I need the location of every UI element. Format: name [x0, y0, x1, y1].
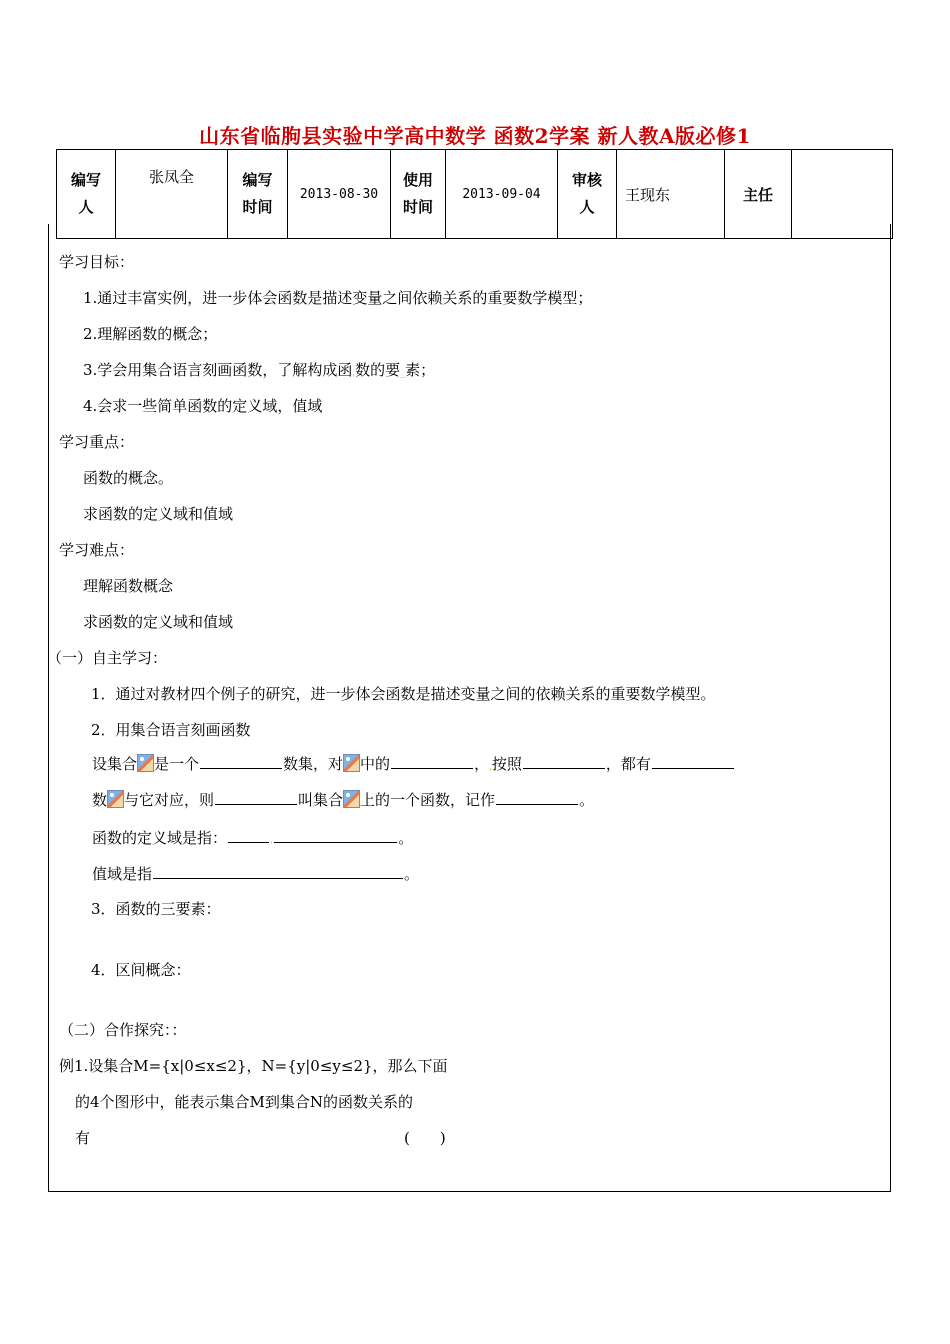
example-1-line-3: 有 — [75, 1129, 91, 1147]
director-label: 主任 — [725, 150, 792, 239]
yellow-mark: ˌ — [489, 761, 492, 772]
goals-heading: 学习目标： — [59, 253, 135, 271]
blank — [200, 753, 282, 769]
reviewer-label: 审核 人 — [558, 150, 617, 239]
cooperative-heading: （二）合作探究：： — [59, 1021, 187, 1039]
example-1-line-1: 例1.设集合M={x|0≤x≤2}，N={y|0≤y≤2}，那么下面 — [59, 1057, 448, 1075]
key-point-1: 函数的概念。 — [83, 469, 174, 487]
goal-2: 2.理解函数的概念； — [83, 325, 218, 343]
formula-image-icon — [137, 754, 154, 772]
yellow-mark: . — [270, 835, 274, 846]
yellow-mark: ˌ — [352, 367, 356, 378]
blank — [215, 789, 297, 805]
blank — [391, 753, 473, 769]
definition-line-2: 数 与它对应，则 叫集合 上的一个函数，记作 。 — [92, 791, 595, 809]
blank — [523, 753, 605, 769]
blank — [153, 863, 403, 879]
document-title: 山东省临朐县实验中学高中数学 函数2学案 新人教A版必修1 — [199, 124, 751, 148]
formula-image-icon — [343, 754, 360, 772]
hard-point-2: 求函数的定义域和值域 — [83, 613, 234, 631]
blank — [274, 827, 397, 843]
use-time-label: 使用 时间 — [391, 150, 446, 239]
blank — [228, 827, 269, 843]
example-1-line-2: 的4个图形中，能表示集合M到集合N的函数关系的 — [75, 1093, 414, 1111]
reviewer-value: 王现东 — [617, 150, 725, 239]
write-time-label: 编写 时间 — [228, 150, 288, 239]
hard-heading: 学习难点： — [59, 541, 135, 559]
key-point-2: 求函数的定义域和值域 — [83, 505, 234, 523]
key-heading: 学习重点： — [59, 433, 135, 451]
answer-parentheses: ( ) — [404, 1129, 446, 1147]
range-line: 值域是指 。 — [92, 865, 420, 883]
goal-3: 3.学会用集合语言刻画函数，了解构成函ˌ数的要_素； — [83, 361, 436, 379]
blank — [652, 753, 734, 769]
domain-line: 函数的定义域是指： . 。 — [92, 829, 414, 847]
self-study-heading: （一）自主学习： — [47, 649, 168, 667]
use-time-value: 2013-09-04 — [446, 150, 558, 239]
author-value: 张凤全 — [116, 150, 228, 239]
goal-1: 1.通过丰富实例，进一步体会函数是描述变量之间依赖关系的重要数学模型； — [83, 289, 593, 307]
author-label: 编写 人 — [57, 150, 116, 239]
goal-4: 4.会求一些简单函数的定义域，值域 — [83, 397, 323, 415]
self-study-2: 2．用集合语言刻画函数 — [91, 721, 251, 739]
formula-image-icon — [343, 790, 360, 808]
hard-point-1: 理解函数概念 — [83, 577, 174, 595]
formula-image-icon — [107, 790, 124, 808]
write-time-value: 2013-08-30 — [288, 150, 391, 239]
self-study-4: 4．区间概念： — [91, 961, 191, 979]
yellow-mark: _ — [400, 367, 406, 378]
self-study-3: 3．函数的三要素： — [91, 900, 221, 918]
self-study-1: 1．通过对教材四个例子的研究，进一步体会函数是描述变量之间的依赖关系的重要数学模型。 — [91, 685, 716, 703]
blank — [496, 789, 578, 805]
definition-line-1: 设集合 是一个 数集，对 中的 ，ˌ按照 ，都有 — [92, 753, 735, 777]
